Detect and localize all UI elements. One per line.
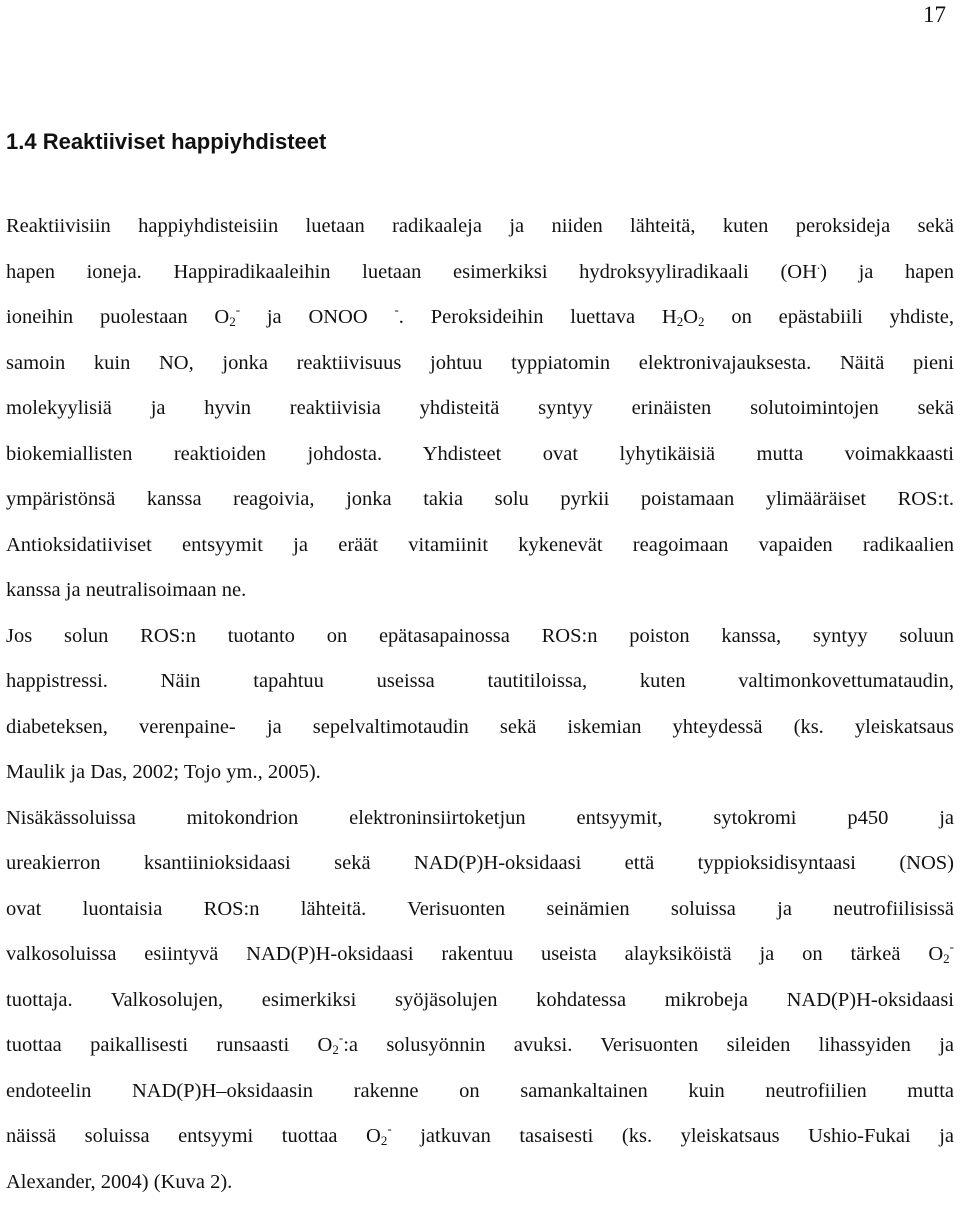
p3-line-1: Nisäkässoluissa mitokondrion elektroninsiirtoketjun entsyymit, sytokromi p450 ja — [6, 796, 954, 842]
p2-line-1: Jos solun ROS:n tuotanto on epätasapainossa ROS:n poiston kanssa, syntyy soluun — [6, 614, 954, 660]
text-run: hapen ioneja. Happiradikaaleihin luetaan esimerkiksi hydroksyyliradikaali (OH — [6, 261, 817, 283]
p1-line-6: biokemiallisten reaktioiden johdosta. Yhdisteet ovat lyhytikäisiä mutta voimakkaasti — [6, 432, 954, 478]
p3-line-6 — [6, 1023, 954, 1069]
subscript: 2 — [229, 314, 236, 329]
text-run: tuottaa paikallisesti runsaasti O — [6, 1034, 332, 1056]
p3-line-9: Alexander, 2004) (Kuva 2). — [6, 1160, 954, 1205]
text-run: näissä soluissa entsyymi tuottaa O — [6, 1125, 381, 1147]
text-run: jatkuvan tasaisesti (ks. yleiskatsaus Ushio-Fukai ja — [392, 1125, 954, 1147]
p3-line-3: ovat luontaisia ROS:n lähteitä. Verisuonten seinämien soluissa ja neutrofiilisissä — [6, 887, 954, 933]
p2-line-3: diabeteksen, verenpaine- ja sepelvaltimotaudin sekä iskemian yhteydessä (ks. yleiskatsaus — [6, 705, 954, 751]
superscript: - — [339, 1030, 343, 1045]
text-run: ioneihin puolestaan O — [6, 306, 229, 328]
subscript: 2 — [381, 1133, 388, 1148]
superscript: . — [817, 257, 820, 272]
text-run: . Peroksideihin luettava H — [399, 306, 677, 328]
text-run: ja ONOO — [240, 306, 394, 328]
p1-line-8: Antioksidatiiviset entsyymit ja eräät vitamiinit kykenevät reagoimaan vapaiden radikaalien — [6, 523, 954, 569]
p1-line-5: molekyylisiä ja hyvin reaktiivisia yhdisteitä syntyy erinäisten solutoimintojen sekä — [6, 386, 954, 432]
p1-line-4: samoin kuin NO, jonka reaktiivisuus johtuu typpiatomin elektronivajauksesta. Näitä pieni — [6, 341, 954, 387]
p1-line-2 — [6, 250, 954, 296]
p1-line-1: Reaktiivisiin happiyhdisteisiin luetaan radikaaleja ja niiden lähteitä, kuten peroksideja sekä — [6, 204, 954, 250]
text-run: ) ja hapen — [820, 261, 954, 283]
p3-line-5: tuottaja. Valkosolujen, esimerkiksi syöjäsolujen kohdatessa mikrobeja NAD(P)H-oksidaasi — [6, 978, 954, 1024]
p3-line-4 — [6, 932, 954, 978]
text-run: O — [683, 306, 698, 328]
subscript: 2 — [332, 1042, 339, 1057]
p1-line-3 — [6, 295, 954, 341]
p3-line-8 — [6, 1114, 954, 1160]
p2-line-2: happistressi. Näin tapahtuu useissa tautitiloissa, kuten valtimonkovettumataudin, — [6, 659, 954, 705]
superscript: - — [950, 939, 954, 954]
superscript: - — [387, 1121, 391, 1136]
subscript: 2 — [943, 951, 950, 966]
superscript: - — [394, 302, 398, 317]
p1-line-7: ympäristönsä kanssa reagoivia, jonka takia solu pyrkii poistamaan ylimääräiset ROS:t. — [6, 477, 954, 523]
p1-line-9: kanssa ja neutralisoimaan ne. — [6, 568, 954, 614]
section-heading: 1.4 Reaktiiviset happiyhdisteet — [6, 128, 326, 156]
p3-line-7: endoteelin NAD(P)H–oksidaasin rakenne on samankaltainen kuin neutrofiilien mutta — [6, 1069, 954, 1115]
p2-line-4: Maulik ja Das, 2002; Tojo ym., 2005). — [6, 750, 954, 796]
subscript: 2 — [698, 314, 705, 329]
p3-line-2: ureakierron ksantiinioksidaasi sekä NAD(P)H-oksidaasi että typpioksidisyntaasi (NOS) — [6, 841, 954, 887]
page-number: 17 — [923, 0, 946, 30]
text-run: valkosoluissa esiintyvä NAD(P)H-oksidaasi rakentuu useista alayksiköistä ja on tärkeä O — [6, 943, 943, 965]
subscript: 2 — [677, 314, 684, 329]
text-run: :a solusyönnin avuksi. Verisuonten sileiden lihassyiden ja — [343, 1034, 954, 1056]
body-text — [6, 204, 954, 1205]
text-run: on epästabiili yhdiste, — [705, 306, 954, 328]
superscript: - — [236, 302, 240, 317]
